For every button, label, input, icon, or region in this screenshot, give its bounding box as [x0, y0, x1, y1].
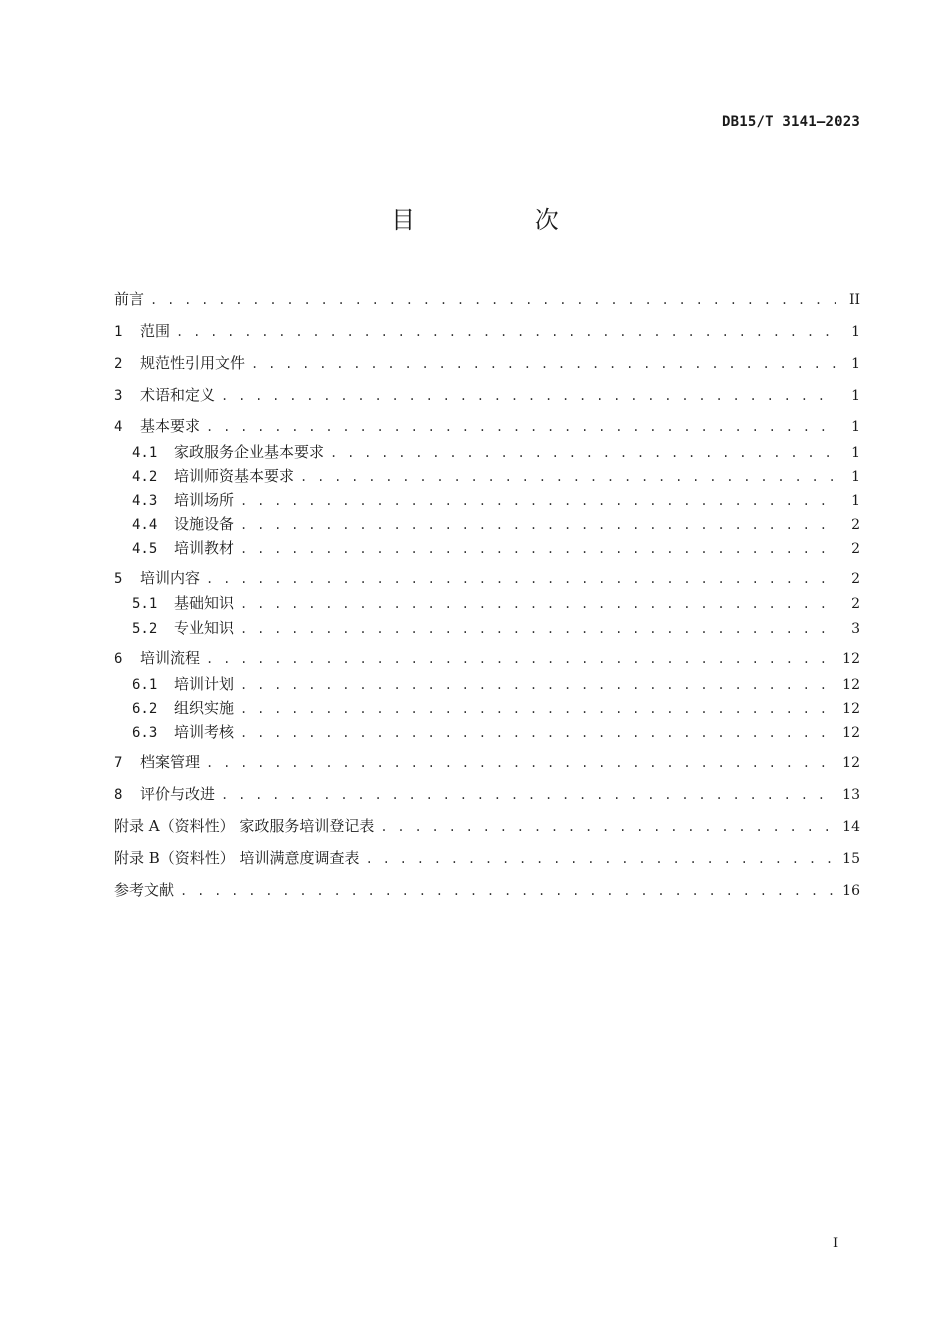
- page-number: I: [833, 1236, 839, 1251]
- toc-leader-dots: [221, 784, 836, 806]
- toc-entry-number: 8: [114, 787, 123, 803]
- toc-entry-page: 12: [842, 701, 860, 717]
- toc-leader-dots: [240, 538, 836, 560]
- toc-entry-label: 基本要求: [140, 417, 201, 435]
- toc-entry-label: 附录 B（资料性） 培训满意度调查表: [114, 849, 360, 867]
- toc-entry-number: 4.1: [132, 445, 158, 461]
- toc-leader-dots: [206, 416, 836, 438]
- toc-entry[interactable]: [114, 415, 860, 437]
- toc-entry-number: 4.3: [132, 493, 158, 509]
- toc-leader-dots: [206, 752, 836, 774]
- toc-entry-page: 14: [842, 819, 860, 835]
- toc-entry[interactable]: [114, 783, 860, 805]
- toc-entry-number: 4: [114, 419, 123, 435]
- toc-entry[interactable]: [114, 697, 860, 719]
- toc-leader-dots: [240, 514, 836, 536]
- toc-entry[interactable]: [114, 592, 860, 614]
- toc-entry[interactable]: [114, 513, 860, 535]
- toc-entry-number: 2: [114, 356, 123, 372]
- toc-entry-label: 培训计划: [174, 675, 235, 693]
- toc-entry-label: 前言: [114, 290, 145, 308]
- toc-entry-page: 1: [851, 419, 860, 435]
- toc-entry-page: 1: [851, 324, 860, 340]
- toc-leader-dots: [176, 321, 836, 343]
- toc-entry-label: 培训师资基本要求: [174, 467, 295, 485]
- toc-entry[interactable]: [114, 751, 860, 773]
- toc-entry-label: 设施设备: [174, 515, 235, 533]
- toc-entry-page: 1: [851, 469, 860, 485]
- toc-entry[interactable]: [114, 489, 860, 511]
- toc-leader-dots: [180, 880, 836, 902]
- toc-entry-label: 培训教材: [174, 539, 235, 557]
- toc-entry-label: 培训场所: [174, 491, 235, 509]
- toc-leader-dots: [240, 490, 836, 512]
- toc-entry-label: 评价与改进: [140, 785, 216, 803]
- toc-entry-label: 专业知识: [174, 619, 235, 637]
- toc-entry[interactable]: [114, 384, 860, 406]
- toc-leader-dots: [366, 848, 836, 870]
- toc-entry-page: 1: [851, 445, 860, 461]
- toc-entry-label: 培训考核: [174, 723, 235, 741]
- toc-entry-page: 16: [842, 883, 860, 899]
- document-code: DB15/T 3141—2023: [721, 114, 860, 130]
- toc-entry-page: 1: [851, 493, 860, 509]
- toc-entry-label: 培训流程: [140, 649, 201, 667]
- toc-entry-number: 5.1: [132, 596, 158, 612]
- toc-leader-dots: [251, 353, 836, 375]
- toc-entry[interactable]: [114, 320, 860, 342]
- toc-entry-label: 附录 A（资料性） 家政服务培训登记表: [114, 817, 375, 835]
- toc-entry-label: 基础知识: [174, 594, 235, 612]
- toc-entry-label: 家政服务企业基本要求: [174, 443, 325, 461]
- toc-entry-number: 6.2: [132, 701, 158, 717]
- toc-entry[interactable]: [114, 567, 860, 589]
- toc-leader-dots: [240, 698, 836, 720]
- toc-entry-number: 5: [114, 571, 123, 587]
- toc-entry[interactable]: [114, 441, 860, 463]
- toc-entry-page: II: [848, 292, 860, 308]
- toc-entry-page: 12: [842, 725, 860, 741]
- toc-entry[interactable]: [114, 879, 860, 901]
- toc-entry-page: 3: [851, 621, 860, 637]
- toc-leader-dots: [300, 466, 836, 488]
- toc-entry[interactable]: [114, 352, 860, 374]
- toc-entry-label: 组织实施: [174, 699, 235, 717]
- toc-entry-page: 12: [842, 677, 860, 693]
- toc-leader-dots: [240, 593, 836, 615]
- toc-entry-page: 15: [842, 851, 860, 867]
- toc-entry[interactable]: [114, 465, 860, 487]
- toc-entry-page: 2: [851, 596, 860, 612]
- toc-entry[interactable]: [114, 617, 860, 639]
- toc-entry[interactable]: [114, 847, 860, 869]
- toc-entry-number: 5.2: [132, 621, 158, 637]
- toc-leader-dots: [330, 442, 836, 464]
- toc-entry[interactable]: [114, 721, 860, 743]
- toc-entry-page: 1: [851, 388, 860, 404]
- toc-leader-dots: [240, 618, 836, 640]
- toc-entry-label: 参考文献: [114, 881, 175, 899]
- toc-entry-number: 4.2: [132, 469, 158, 485]
- toc-leader-dots: [240, 722, 836, 744]
- toc-entry-number: 1: [114, 324, 123, 340]
- toc-leader-dots: [240, 674, 836, 696]
- toc-entry-label: 规范性引用文件: [140, 354, 246, 372]
- toc-entry-number: 4.5: [132, 541, 158, 557]
- toc-entry-page: 2: [851, 517, 860, 533]
- toc-leader-dots: [221, 385, 836, 407]
- toc-entry-label: 术语和定义: [140, 386, 216, 404]
- toc-entry-number: 3: [114, 388, 123, 404]
- toc-entry[interactable]: [114, 815, 860, 837]
- toc-entry[interactable]: [114, 647, 860, 669]
- toc-leader-dots: [150, 289, 836, 311]
- toc-entry[interactable]: [114, 673, 860, 695]
- toc-entry-page: 2: [851, 571, 860, 587]
- toc-entry-label: 档案管理: [140, 753, 201, 771]
- toc-entry-number: 6: [114, 651, 123, 667]
- toc-title: 目 次: [391, 206, 615, 234]
- toc-entry-number: 6.3: [132, 725, 158, 741]
- toc-entry-page: 2: [851, 541, 860, 557]
- toc-leader-dots: [206, 568, 836, 590]
- toc-entry-page: 12: [842, 651, 860, 667]
- toc-entry-number: 4.4: [132, 517, 158, 533]
- toc-entry-page: 1: [851, 356, 860, 372]
- toc-leader-dots: [206, 648, 836, 670]
- toc-entry-page: 13: [842, 787, 860, 803]
- toc-leader-dots: [380, 816, 836, 838]
- toc-entry-number: 7: [114, 755, 123, 771]
- toc-entry-label: 培训内容: [140, 569, 201, 587]
- toc-entry-number: 6.1: [132, 677, 158, 693]
- toc-entry[interactable]: [114, 537, 860, 559]
- toc-entry-page: 12: [842, 755, 860, 771]
- toc-entry[interactable]: [114, 288, 860, 310]
- toc-entry-label: 范围: [140, 322, 171, 340]
